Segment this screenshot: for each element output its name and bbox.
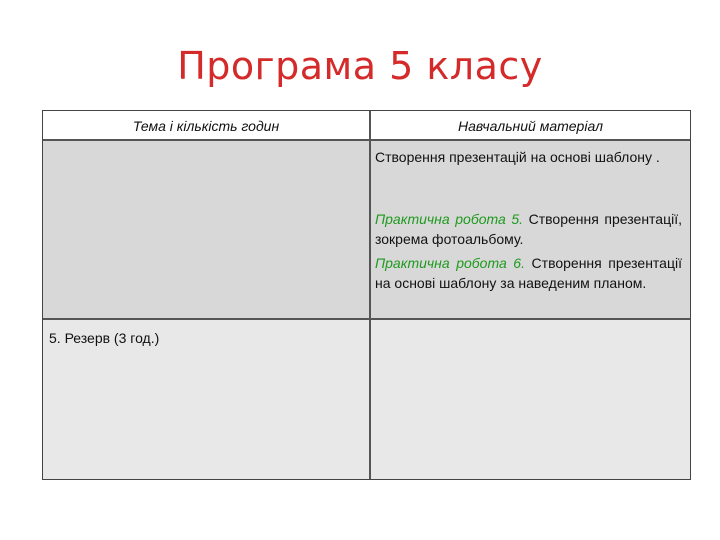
- header-cell-topic: [43, 111, 369, 141]
- row1-topic-cell: [43, 141, 369, 320]
- practical-work-6-label: Практична робота 6.: [375, 255, 525, 271]
- header-cell-material: [369, 111, 690, 141]
- slide-title: Програма 5 класу: [177, 44, 543, 88]
- practical-work-5-text: Створення презентації, зокрема фотоальбому.: [375, 211, 682, 247]
- practical-work-6-text: Створення презентації на основі шаблону за наведеним планом.: [375, 255, 682, 291]
- curriculum-table: [42, 110, 691, 480]
- row1-material-paragraph: Створення презентацій на основі шаблону .: [375, 149, 660, 165]
- practical-work-5-label: Практична робота 5.: [375, 211, 524, 227]
- row2-topic-cell: [43, 320, 369, 479]
- practical-work-5: [375, 209, 682, 249]
- practical-work-6: [375, 253, 682, 293]
- row2-material-cell: [369, 320, 690, 479]
- header-topic-label: Тема і кількість годин: [132, 118, 280, 134]
- header-material-label: Навчальний матеріал: [458, 118, 603, 134]
- row2-topic-text: 5. Резерв (3 год.): [49, 330, 160, 346]
- row1-material-cell: [369, 141, 690, 320]
